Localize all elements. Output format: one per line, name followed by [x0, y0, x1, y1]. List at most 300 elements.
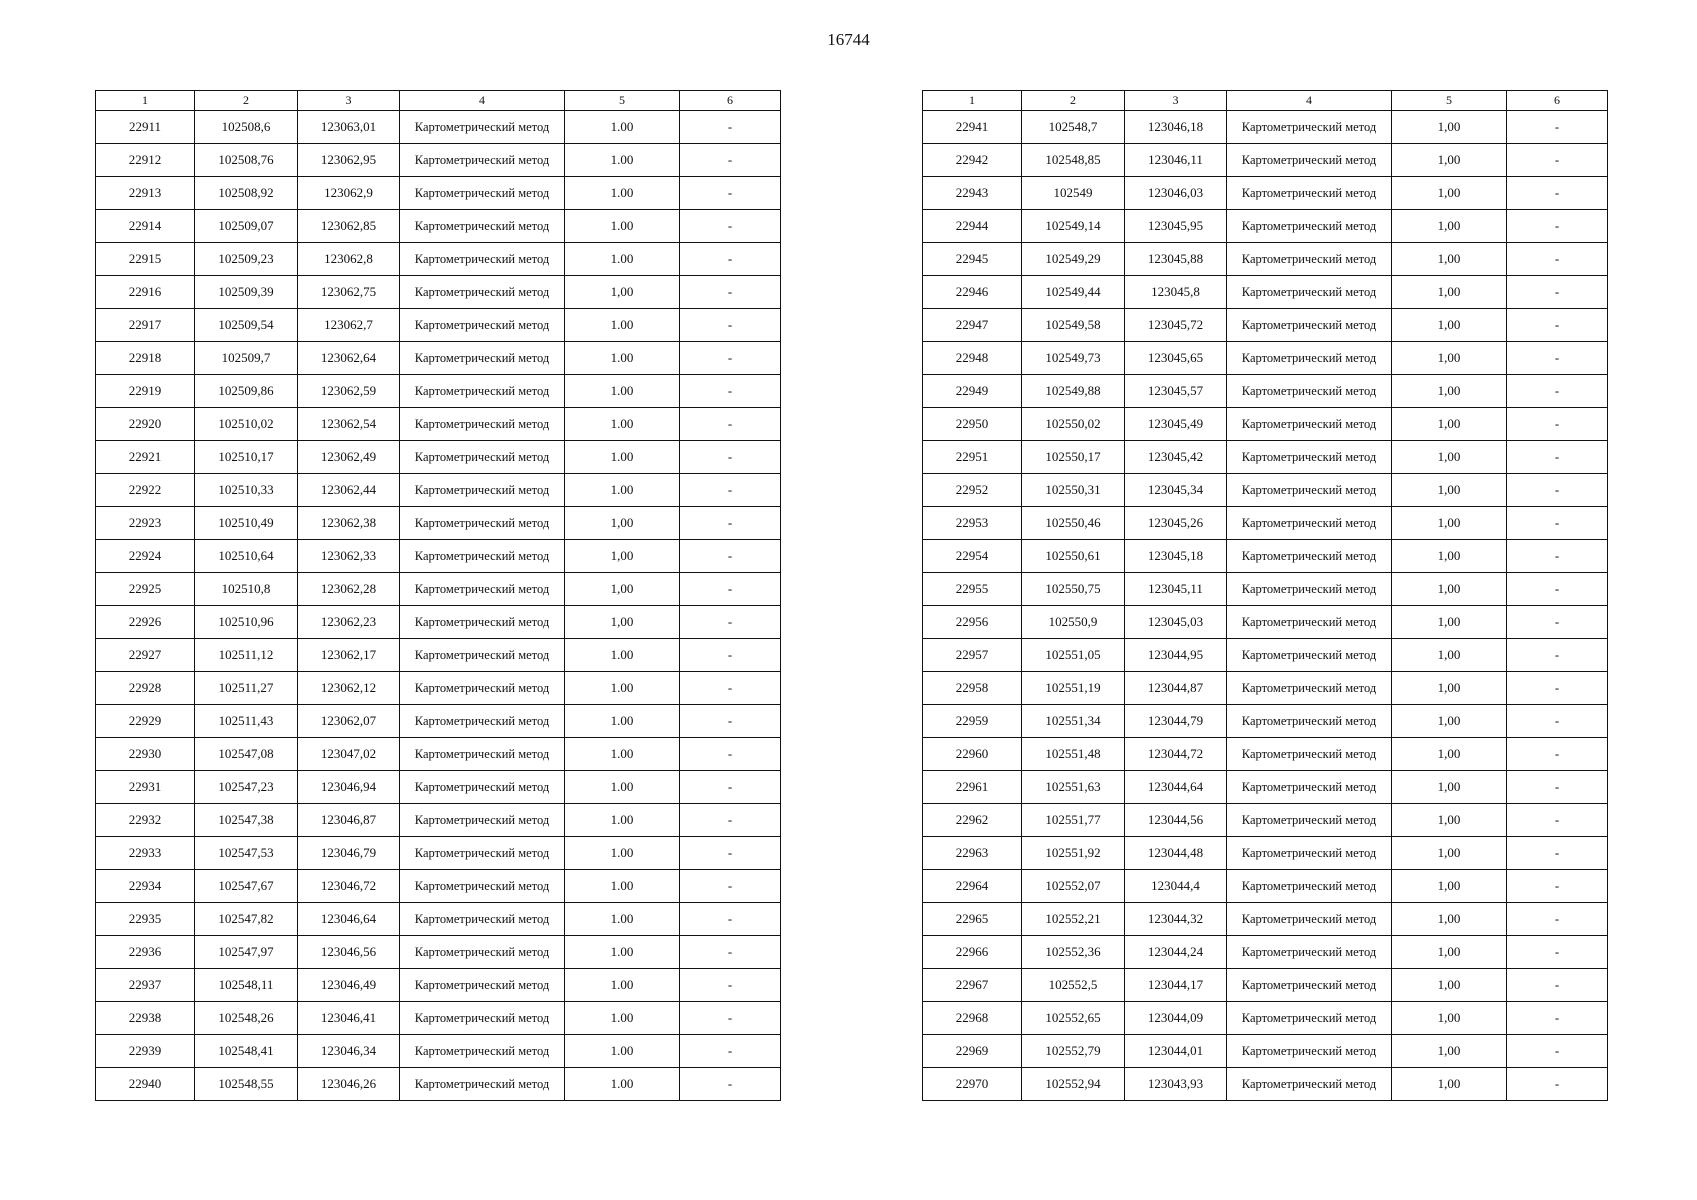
method-cell: Картометрический метод [400, 639, 565, 672]
point-number-cell: 22949 [923, 375, 1022, 408]
y-coordinate-cell: 123046,72 [298, 870, 400, 903]
method-cell: Картометрический метод [400, 111, 565, 144]
accuracy-cell: 1,00 [1392, 144, 1507, 177]
method-cell: Картометрический метод [1227, 474, 1392, 507]
x-coordinate-cell: 102509,07 [195, 210, 298, 243]
y-coordinate-cell: 123044,17 [1125, 969, 1227, 1002]
note-cell: - [680, 804, 781, 837]
note-cell: - [680, 738, 781, 771]
accuracy-cell: 1,00 [565, 507, 680, 540]
point-number-cell: 22912 [96, 144, 195, 177]
table-row [96, 1035, 781, 1068]
point-number-cell: 22917 [96, 309, 195, 342]
y-coordinate-cell: 123045,49 [1125, 408, 1227, 441]
method-cell: Картометрический метод [400, 870, 565, 903]
x-coordinate-cell: 102510,02 [195, 408, 298, 441]
y-coordinate-cell: 123045,34 [1125, 474, 1227, 507]
x-coordinate-cell: 102547,23 [195, 771, 298, 804]
accuracy-cell: 1,00 [1392, 177, 1507, 210]
note-cell: - [1507, 111, 1608, 144]
x-coordinate-cell: 102552,21 [1022, 903, 1125, 936]
point-number-cell: 22935 [96, 903, 195, 936]
point-number-cell: 22937 [96, 969, 195, 1002]
accuracy-cell: 1.00 [565, 342, 680, 375]
accuracy-cell: 1,00 [1392, 969, 1507, 1002]
y-coordinate-cell: 123045,42 [1125, 441, 1227, 474]
accuracy-cell: 1,00 [1392, 771, 1507, 804]
column-header: 4 [1227, 91, 1392, 111]
table-row [96, 243, 781, 276]
point-number-cell: 22933 [96, 837, 195, 870]
method-cell: Картометрический метод [400, 672, 565, 705]
accuracy-cell: 1.00 [565, 408, 680, 441]
x-coordinate-cell: 102550,31 [1022, 474, 1125, 507]
method-cell: Картометрический метод [1227, 1002, 1392, 1035]
note-cell: - [1507, 441, 1608, 474]
column-header: 1 [96, 91, 195, 111]
accuracy-cell: 1,00 [1392, 705, 1507, 738]
table-row [923, 639, 1608, 672]
accuracy-cell: 1.00 [565, 375, 680, 408]
method-cell: Картометрический метод [400, 144, 565, 177]
accuracy-cell: 1,00 [1392, 738, 1507, 771]
accuracy-cell: 1.00 [565, 903, 680, 936]
x-coordinate-cell: 102548,7 [1022, 111, 1125, 144]
method-cell: Картометрический метод [1227, 804, 1392, 837]
table-row [923, 243, 1608, 276]
x-coordinate-cell: 102551,92 [1022, 837, 1125, 870]
method-cell: Картометрический метод [1227, 837, 1392, 870]
note-cell: - [1507, 474, 1608, 507]
method-cell: Картометрический метод [1227, 243, 1392, 276]
accuracy-cell: 1,00 [1392, 441, 1507, 474]
x-coordinate-cell: 102550,61 [1022, 540, 1125, 573]
accuracy-cell: 1,00 [565, 276, 680, 309]
x-coordinate-cell: 102510,64 [195, 540, 298, 573]
table-row [923, 903, 1608, 936]
y-coordinate-cell: 123047,02 [298, 738, 400, 771]
accuracy-cell: 1,00 [1392, 309, 1507, 342]
point-number-cell: 22956 [923, 606, 1022, 639]
accuracy-cell: 1,00 [1392, 837, 1507, 870]
note-cell: - [680, 342, 781, 375]
x-coordinate-cell: 102510,8 [195, 573, 298, 606]
note-cell: - [1507, 870, 1608, 903]
accuracy-cell: 1.00 [565, 969, 680, 1002]
note-cell: - [680, 474, 781, 507]
point-number-cell: 22958 [923, 672, 1022, 705]
table-row [923, 144, 1608, 177]
x-coordinate-cell: 102549,44 [1022, 276, 1125, 309]
x-coordinate-cell: 102550,9 [1022, 606, 1125, 639]
y-coordinate-cell: 123062,49 [298, 441, 400, 474]
x-coordinate-cell: 102552,36 [1022, 936, 1125, 969]
accuracy-cell: 1.00 [565, 1035, 680, 1068]
x-coordinate-cell: 102552,94 [1022, 1068, 1125, 1101]
x-coordinate-cell: 102547,38 [195, 804, 298, 837]
accuracy-cell: 1.00 [565, 672, 680, 705]
y-coordinate-cell: 123043,93 [1125, 1068, 1227, 1101]
x-coordinate-cell: 102550,75 [1022, 573, 1125, 606]
point-number-cell: 22946 [923, 276, 1022, 309]
point-number-cell: 22930 [96, 738, 195, 771]
table-row [923, 705, 1608, 738]
y-coordinate-cell: 123062,85 [298, 210, 400, 243]
method-cell: Картометрический метод [400, 177, 565, 210]
note-cell: - [680, 507, 781, 540]
point-number-cell: 22925 [96, 573, 195, 606]
y-coordinate-cell: 123062,44 [298, 474, 400, 507]
point-number-cell: 22947 [923, 309, 1022, 342]
accuracy-cell: 1.00 [565, 1002, 680, 1035]
y-coordinate-cell: 123045,65 [1125, 342, 1227, 375]
table-row [923, 738, 1608, 771]
table-row [923, 936, 1608, 969]
y-coordinate-cell: 123045,95 [1125, 210, 1227, 243]
point-number-cell: 22964 [923, 870, 1022, 903]
x-coordinate-cell: 102511,12 [195, 639, 298, 672]
column-header: 2 [195, 91, 298, 111]
table-row [96, 903, 781, 936]
y-coordinate-cell: 123062,64 [298, 342, 400, 375]
y-coordinate-cell: 123062,95 [298, 144, 400, 177]
note-cell: - [1507, 1002, 1608, 1035]
point-number-cell: 22914 [96, 210, 195, 243]
method-cell: Картометрический метод [1227, 738, 1392, 771]
y-coordinate-cell: 123045,72 [1125, 309, 1227, 342]
x-coordinate-cell: 102511,43 [195, 705, 298, 738]
point-number-cell: 22967 [923, 969, 1022, 1002]
x-coordinate-cell: 102552,07 [1022, 870, 1125, 903]
note-cell: - [1507, 738, 1608, 771]
point-number-cell: 22961 [923, 771, 1022, 804]
x-coordinate-cell: 102547,08 [195, 738, 298, 771]
method-cell: Картометрический метод [400, 243, 565, 276]
note-cell: - [1507, 375, 1608, 408]
point-number-cell: 22953 [923, 507, 1022, 540]
note-cell: - [1507, 342, 1608, 375]
method-cell: Картометрический метод [1227, 573, 1392, 606]
accuracy-cell: 1.00 [565, 210, 680, 243]
method-cell: Картометрический метод [1227, 177, 1392, 210]
y-coordinate-cell: 123062,17 [298, 639, 400, 672]
x-coordinate-cell: 102548,26 [195, 1002, 298, 1035]
point-number-cell: 22929 [96, 705, 195, 738]
table-row [923, 771, 1608, 804]
note-cell: - [680, 1035, 781, 1068]
x-coordinate-cell: 102509,23 [195, 243, 298, 276]
note-cell: - [680, 375, 781, 408]
y-coordinate-cell: 123044,64 [1125, 771, 1227, 804]
note-cell: - [680, 705, 781, 738]
accuracy-cell: 1.00 [565, 639, 680, 672]
table-row [96, 309, 781, 342]
accuracy-cell: 1.00 [565, 309, 680, 342]
y-coordinate-cell: 123045,88 [1125, 243, 1227, 276]
point-number-cell: 22922 [96, 474, 195, 507]
accuracy-cell: 1.00 [565, 771, 680, 804]
table-row [923, 837, 1608, 870]
accuracy-cell: 1,00 [1392, 507, 1507, 540]
table-row [96, 1068, 781, 1101]
method-cell: Картометрический метод [1227, 309, 1392, 342]
table-row [923, 540, 1608, 573]
note-cell: - [680, 870, 781, 903]
x-coordinate-cell: 102551,05 [1022, 639, 1125, 672]
method-cell: Картометрический метод [400, 1068, 565, 1101]
method-cell: Картометрический метод [1227, 771, 1392, 804]
point-number-cell: 22926 [96, 606, 195, 639]
method-cell: Картометрический метод [400, 474, 565, 507]
y-coordinate-cell: 123062,07 [298, 705, 400, 738]
y-coordinate-cell: 123044,24 [1125, 936, 1227, 969]
accuracy-cell: 1.00 [565, 1068, 680, 1101]
y-coordinate-cell: 123044,95 [1125, 639, 1227, 672]
y-coordinate-cell: 123046,26 [298, 1068, 400, 1101]
point-number-cell: 22913 [96, 177, 195, 210]
point-number-cell: 22954 [923, 540, 1022, 573]
accuracy-cell: 1,00 [1392, 540, 1507, 573]
point-number-cell: 22943 [923, 177, 1022, 210]
note-cell: - [1507, 309, 1608, 342]
y-coordinate-cell: 123063,01 [298, 111, 400, 144]
accuracy-cell: 1.00 [565, 474, 680, 507]
note-cell: - [680, 441, 781, 474]
note-cell: - [1507, 408, 1608, 441]
point-number-cell: 22923 [96, 507, 195, 540]
x-coordinate-cell: 102508,6 [195, 111, 298, 144]
point-number-cell: 22969 [923, 1035, 1022, 1068]
x-coordinate-cell: 102509,39 [195, 276, 298, 309]
table-row [96, 375, 781, 408]
y-coordinate-cell: 123044,01 [1125, 1035, 1227, 1068]
y-coordinate-cell: 123046,79 [298, 837, 400, 870]
table-row [923, 342, 1608, 375]
note-cell: - [680, 672, 781, 705]
method-cell: Картометрический метод [1227, 936, 1392, 969]
table-row [923, 309, 1608, 342]
method-cell: Картометрический метод [1227, 375, 1392, 408]
y-coordinate-cell: 123044,32 [1125, 903, 1227, 936]
x-coordinate-cell: 102508,92 [195, 177, 298, 210]
method-cell: Картометрический метод [1227, 507, 1392, 540]
y-coordinate-cell: 123044,72 [1125, 738, 1227, 771]
y-coordinate-cell: 123062,38 [298, 507, 400, 540]
table-row [923, 1002, 1608, 1035]
point-number-cell: 22955 [923, 573, 1022, 606]
x-coordinate-cell: 102552,5 [1022, 969, 1125, 1002]
x-coordinate-cell: 102551,19 [1022, 672, 1125, 705]
x-coordinate-cell: 102510,96 [195, 606, 298, 639]
y-coordinate-cell: 123046,18 [1125, 111, 1227, 144]
method-cell: Картометрический метод [1227, 705, 1392, 738]
x-coordinate-cell: 102509,86 [195, 375, 298, 408]
x-coordinate-cell: 102509,54 [195, 309, 298, 342]
note-cell: - [680, 276, 781, 309]
x-coordinate-cell: 102547,97 [195, 936, 298, 969]
method-cell: Картометрический метод [400, 606, 565, 639]
note-cell: - [1507, 705, 1608, 738]
y-coordinate-cell: 123062,23 [298, 606, 400, 639]
accuracy-cell: 1,00 [1392, 639, 1507, 672]
note-cell: - [680, 111, 781, 144]
point-number-cell: 22945 [923, 243, 1022, 276]
accuracy-cell: 1,00 [1392, 1035, 1507, 1068]
table-row [96, 177, 781, 210]
column-header: 2 [1022, 91, 1125, 111]
point-number-cell: 22911 [96, 111, 195, 144]
point-number-cell: 22965 [923, 903, 1022, 936]
column-header: 6 [1507, 91, 1608, 111]
x-coordinate-cell: 102510,49 [195, 507, 298, 540]
y-coordinate-cell: 123062,7 [298, 309, 400, 342]
note-cell: - [1507, 936, 1608, 969]
method-cell: Картометрический метод [400, 210, 565, 243]
table-row [96, 1002, 781, 1035]
point-number-cell: 22966 [923, 936, 1022, 969]
point-number-cell: 22948 [923, 342, 1022, 375]
table-row [96, 210, 781, 243]
accuracy-cell: 1,00 [1392, 903, 1507, 936]
method-cell: Картометрический метод [1227, 870, 1392, 903]
x-coordinate-cell: 102510,33 [195, 474, 298, 507]
note-cell: - [1507, 1068, 1608, 1101]
accuracy-cell: 1,00 [1392, 936, 1507, 969]
x-coordinate-cell: 102551,63 [1022, 771, 1125, 804]
note-cell: - [1507, 1035, 1608, 1068]
note-cell: - [680, 309, 781, 342]
column-header: 4 [400, 91, 565, 111]
method-cell: Картометрический метод [400, 309, 565, 342]
accuracy-cell: 1,00 [565, 606, 680, 639]
method-cell: Картометрический метод [1227, 606, 1392, 639]
y-coordinate-cell: 123062,59 [298, 375, 400, 408]
method-cell: Картометрический метод [1227, 1068, 1392, 1101]
note-cell: - [680, 573, 781, 606]
note-cell: - [1507, 243, 1608, 276]
x-coordinate-cell: 102549,14 [1022, 210, 1125, 243]
table-row [96, 705, 781, 738]
table-row [96, 507, 781, 540]
x-coordinate-cell: 102549,29 [1022, 243, 1125, 276]
method-cell: Картометрический метод [400, 903, 565, 936]
note-cell: - [680, 177, 781, 210]
note-cell: - [1507, 540, 1608, 573]
x-coordinate-cell: 102551,34 [1022, 705, 1125, 738]
accuracy-cell: 1,00 [1392, 606, 1507, 639]
note-cell: - [1507, 276, 1608, 309]
point-number-cell: 22941 [923, 111, 1022, 144]
method-cell: Картометрический метод [400, 507, 565, 540]
point-number-cell: 22970 [923, 1068, 1022, 1101]
point-number-cell: 22959 [923, 705, 1022, 738]
note-cell: - [680, 639, 781, 672]
coordinates-table-right [922, 90, 1608, 1101]
y-coordinate-cell: 123045,03 [1125, 606, 1227, 639]
x-coordinate-cell: 102508,76 [195, 144, 298, 177]
table-row [96, 870, 781, 903]
y-coordinate-cell: 123044,09 [1125, 1002, 1227, 1035]
table-row [96, 474, 781, 507]
note-cell: - [1507, 837, 1608, 870]
method-cell: Картометрический метод [400, 441, 565, 474]
point-number-cell: 22957 [923, 639, 1022, 672]
accuracy-cell: 1,00 [1392, 1068, 1507, 1101]
accuracy-cell: 1.00 [565, 804, 680, 837]
y-coordinate-cell: 123062,33 [298, 540, 400, 573]
y-coordinate-cell: 123044,87 [1125, 672, 1227, 705]
x-coordinate-cell: 102550,02 [1022, 408, 1125, 441]
note-cell: - [680, 606, 781, 639]
table-row [96, 441, 781, 474]
method-cell: Картометрический метод [400, 969, 565, 1002]
accuracy-cell: 1,00 [1392, 672, 1507, 705]
accuracy-cell: 1,00 [1392, 1002, 1507, 1035]
method-cell: Картометрический метод [1227, 639, 1392, 672]
point-number-cell: 22916 [96, 276, 195, 309]
note-cell: - [680, 210, 781, 243]
accuracy-cell: 1,00 [1392, 408, 1507, 441]
table-row [96, 144, 781, 177]
table-row [96, 804, 781, 837]
method-cell: Картометрический метод [400, 837, 565, 870]
table-row [923, 408, 1608, 441]
point-number-cell: 22952 [923, 474, 1022, 507]
x-coordinate-cell: 102550,46 [1022, 507, 1125, 540]
accuracy-cell: 1,00 [1392, 276, 1507, 309]
note-cell: - [680, 144, 781, 177]
note-cell: - [680, 969, 781, 1002]
y-coordinate-cell: 123046,03 [1125, 177, 1227, 210]
x-coordinate-cell: 102547,53 [195, 837, 298, 870]
table-row [923, 276, 1608, 309]
method-cell: Картометрический метод [400, 540, 565, 573]
column-header: 3 [1125, 91, 1227, 111]
y-coordinate-cell: 123062,28 [298, 573, 400, 606]
method-cell: Картометрический метод [1227, 210, 1392, 243]
y-coordinate-cell: 123046,56 [298, 936, 400, 969]
column-header: 5 [565, 91, 680, 111]
x-coordinate-cell: 102548,55 [195, 1068, 298, 1101]
table-row [923, 870, 1608, 903]
table-row [96, 540, 781, 573]
method-cell: Картометрический метод [1227, 111, 1392, 144]
note-cell: - [1507, 672, 1608, 705]
note-cell: - [680, 771, 781, 804]
accuracy-cell: 1.00 [565, 243, 680, 276]
point-number-cell: 22968 [923, 1002, 1022, 1035]
note-cell: - [680, 936, 781, 969]
x-coordinate-cell: 102551,48 [1022, 738, 1125, 771]
y-coordinate-cell: 123044,48 [1125, 837, 1227, 870]
table-row [923, 969, 1608, 1002]
accuracy-cell: 1,00 [1392, 210, 1507, 243]
note-cell: - [680, 1068, 781, 1101]
column-header: 6 [680, 91, 781, 111]
method-cell: Картометрический метод [400, 1035, 565, 1068]
point-number-cell: 22944 [923, 210, 1022, 243]
note-cell: - [1507, 507, 1608, 540]
accuracy-cell: 1,00 [1392, 111, 1507, 144]
table-row [923, 441, 1608, 474]
accuracy-cell: 1,00 [1392, 474, 1507, 507]
note-cell: - [1507, 771, 1608, 804]
y-coordinate-cell: 123044,56 [1125, 804, 1227, 837]
y-coordinate-cell: 123045,57 [1125, 375, 1227, 408]
point-number-cell: 22918 [96, 342, 195, 375]
note-cell: - [1507, 639, 1608, 672]
y-coordinate-cell: 123046,49 [298, 969, 400, 1002]
